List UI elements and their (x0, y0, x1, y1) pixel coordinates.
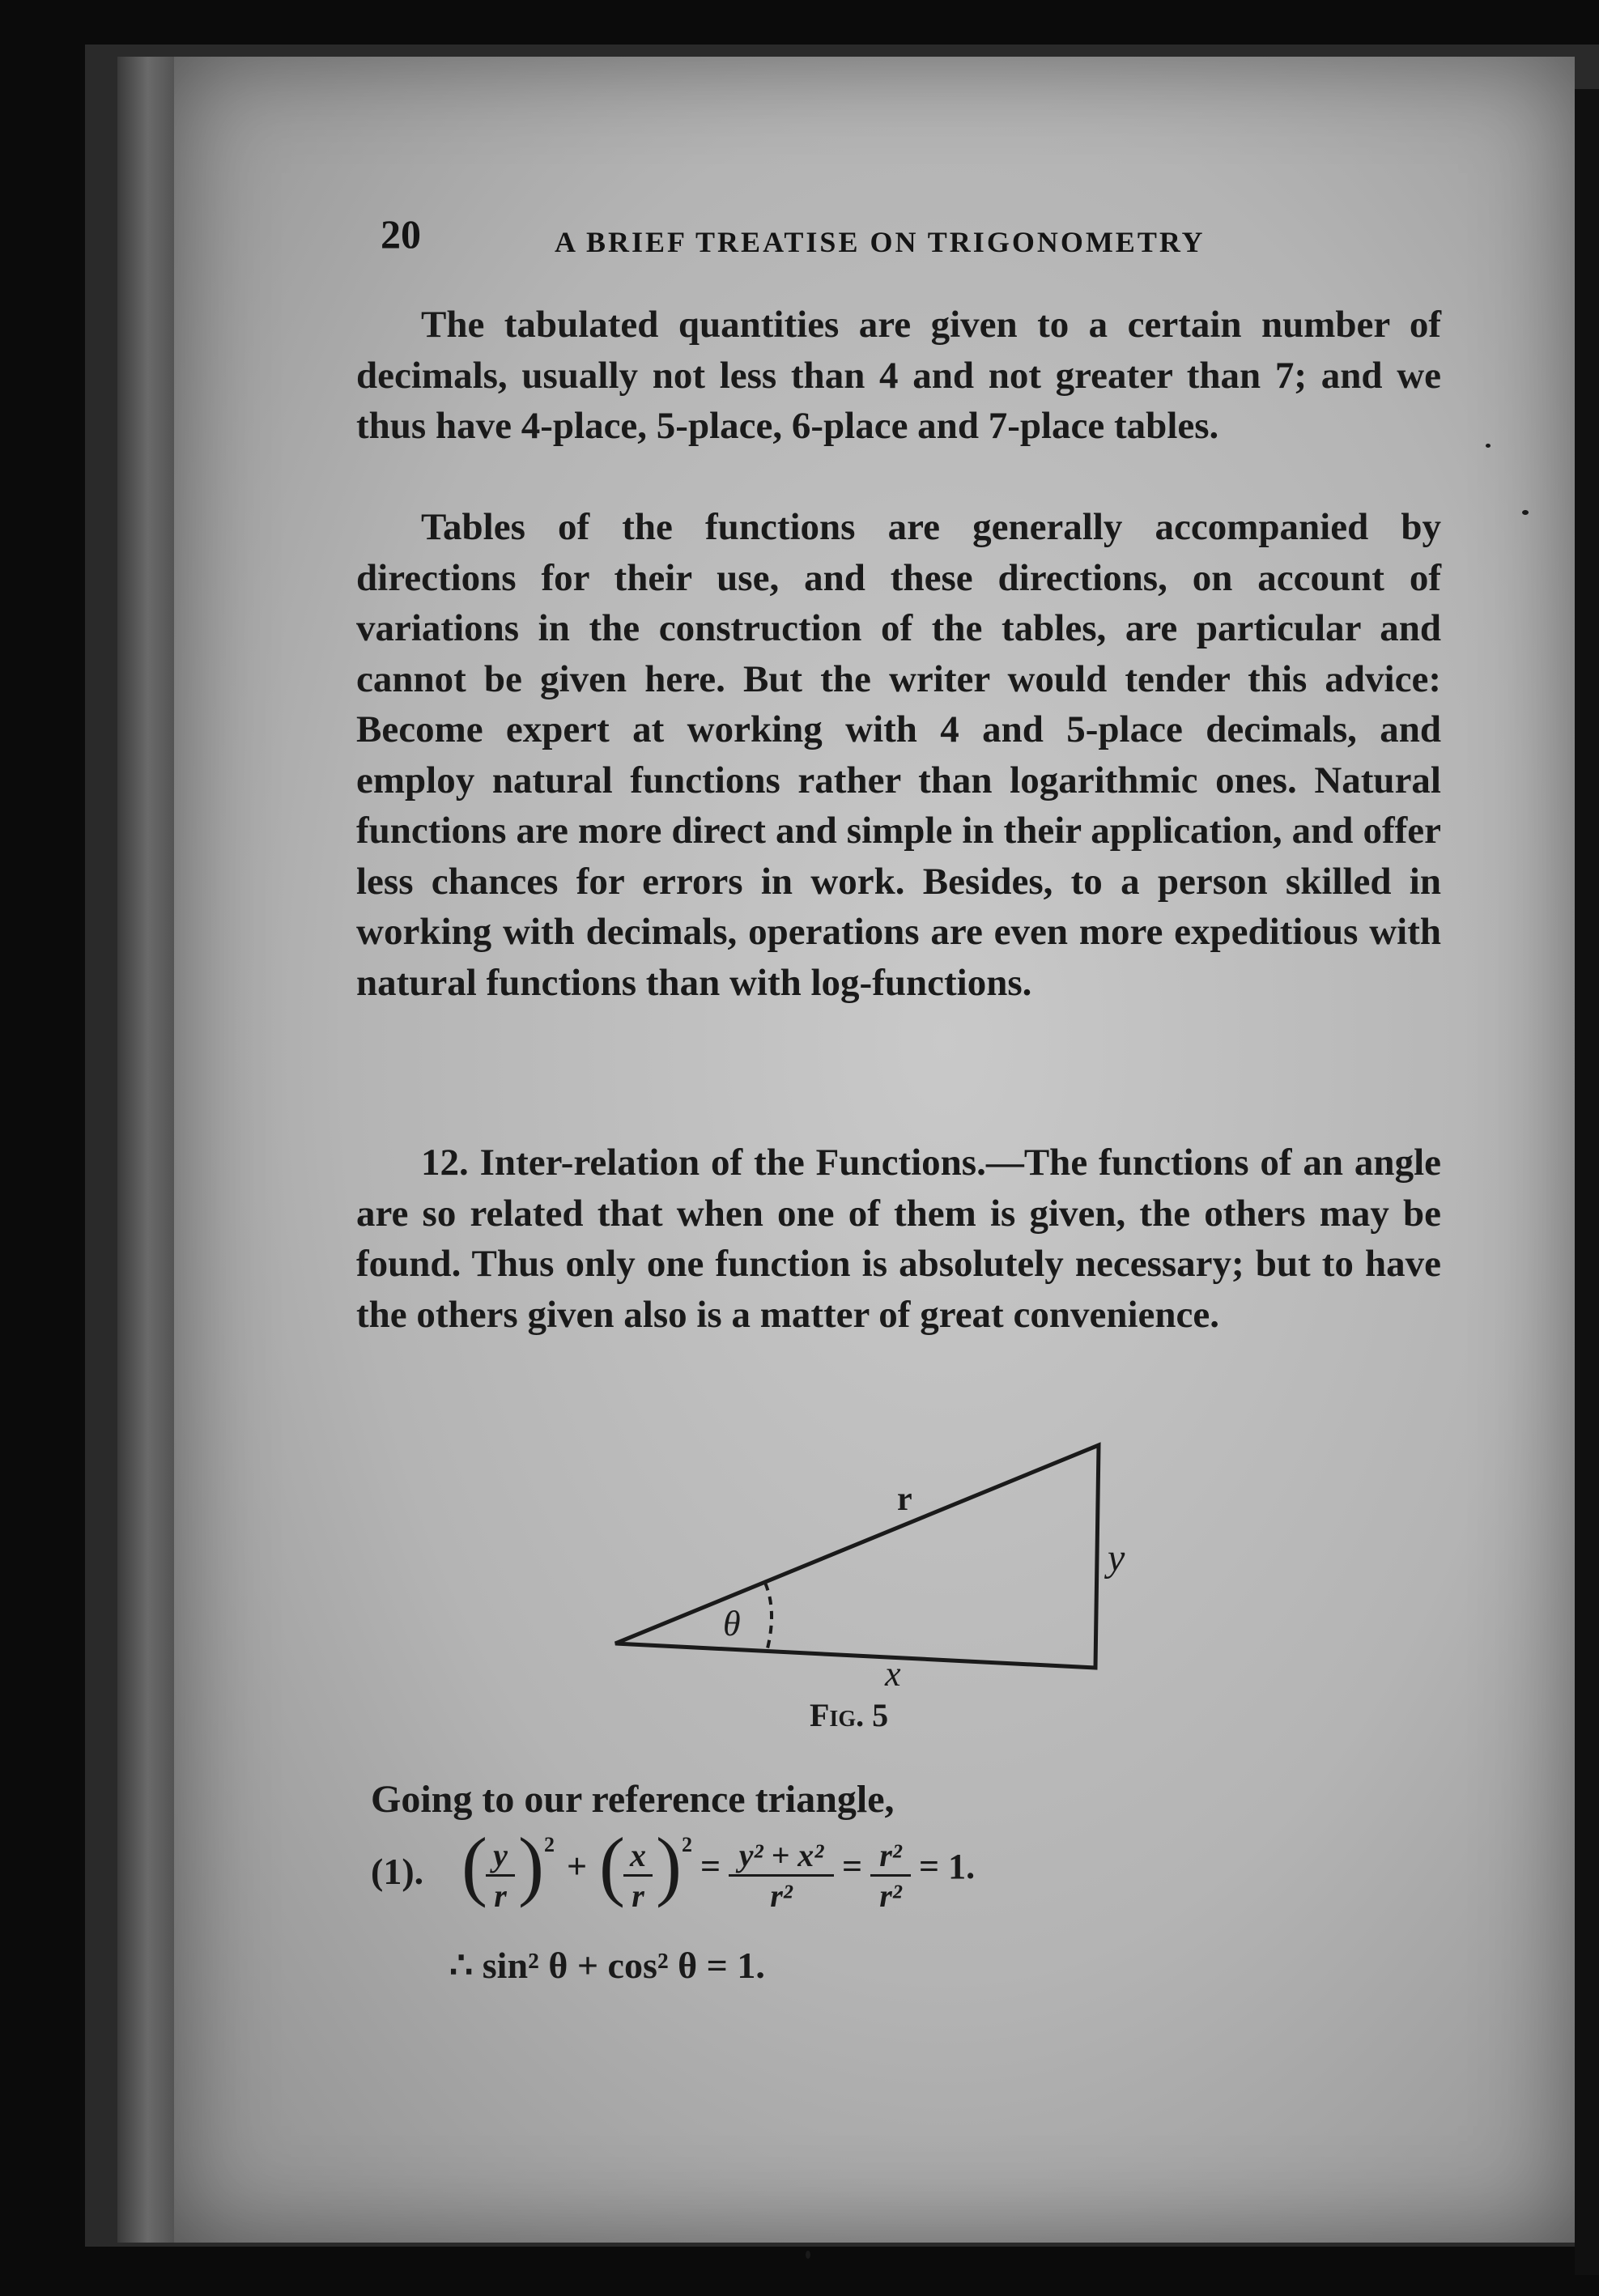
exponent: 2 (682, 1833, 692, 1856)
exponent: 2 (544, 1833, 555, 1856)
section-text: —The functions of an angle are so related that when one of them is given, the others may be found. Thus only one function is absolutely necessary; but to have the others given also is a matter of great convenience. (356, 1142, 1441, 1336)
label-hypotenuse: r (897, 1481, 912, 1518)
reference-triangle-figure (599, 1433, 1125, 1694)
equation-label: (1). (371, 1851, 424, 1892)
bracket-open: ( (599, 1822, 625, 1908)
label-opposite: y (1108, 1537, 1125, 1580)
page-edge-shadow (1575, 89, 1599, 2275)
equals-sign: = (842, 1847, 863, 1886)
section-paragraph (356, 1137, 1441, 1340)
equation-1 (461, 1822, 1028, 1917)
identity-result: ∴ sin² θ + cos² θ = 1. (449, 1945, 765, 1986)
figure-caption: Fig. 5 (810, 1697, 889, 1733)
bracket-close: ) (518, 1822, 544, 1908)
running-head: A BRIEF TREATISE ON TRIGONOMETRY (555, 226, 1206, 258)
equals-sign: = (700, 1847, 721, 1886)
intro-line: Going to our reference triangle, (371, 1778, 895, 1821)
page-header (381, 210, 1433, 267)
paragraph-2 (356, 502, 1441, 1008)
scan-speck (806, 2251, 810, 2259)
paragraph-text: Tables of the functions are generally accompanied by directions for their use, and these directions, on account of variations in the construction of the tables, are particular and cannot be given here. But the writer would tender this advice: Become expert at working with 4 and 5-place decimals, and employ natural functions rather than logarithmic ones. Natural functions are more direct and simple in their application, and offer less chances for errors in work. Besides, to a person skilled in working with decimals, operations are even more expeditious with natural functions than with log-functions. (356, 506, 1441, 1004)
section-title: Inter-relation of the Functions. (479, 1142, 986, 1184)
scan-speck (1486, 444, 1491, 448)
triangle (615, 1445, 1099, 1668)
section-number: 12. (421, 1142, 469, 1184)
page-number: 20 (381, 211, 421, 257)
paragraph-text: The tabulated quantities are given to a certain number of decimals, usually not less than 4 and not greater than 7; and we thus have 4-place, 5-place, 6-place and 7-place tables. (356, 304, 1441, 447)
bracket-open: ( (461, 1822, 487, 1908)
book-spine (117, 57, 178, 2243)
fraction-sum-over-r2: $\frac{\text{y² + x²}}{\text{r²}}$ (729, 1836, 834, 1915)
fraction-r2-over-r2: $\frac{\text{r²}}{\text{r²}}$ (870, 1836, 911, 1915)
plus-sign: + (567, 1847, 588, 1886)
fraction-x-over-r: $\frac{x}{r}$ (623, 1836, 653, 1915)
bracket-close: ) (656, 1822, 682, 1908)
section-12 (356, 1137, 1441, 1340)
label-adjacent: x (885, 1654, 901, 1694)
fraction-y-over-r: $\frac{y}{r}$ (486, 1836, 515, 1915)
angle-arc (765, 1583, 772, 1652)
label-angle: θ (723, 1604, 741, 1643)
equation-tail: = 1. (919, 1847, 976, 1886)
paragraph-1 (356, 300, 1441, 452)
scan-speck (1522, 510, 1529, 515)
